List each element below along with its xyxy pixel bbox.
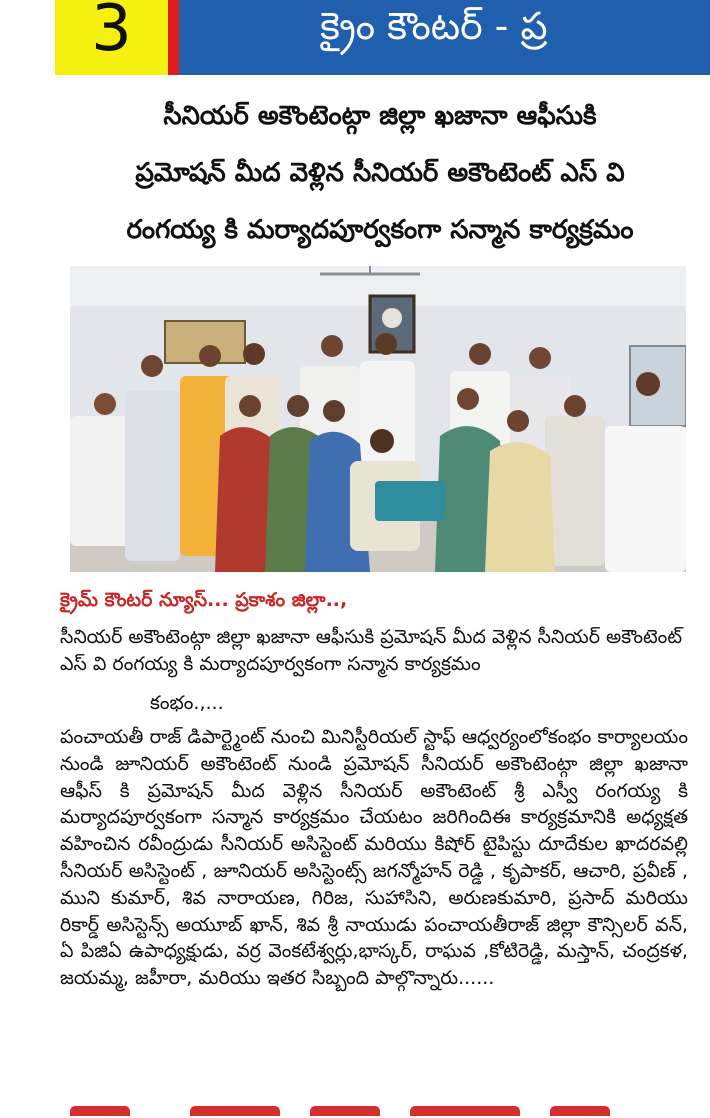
group-photo [70,266,686,572]
article-dateline: క్రైమ్ కౌంటర్ న్యూస్... ప్రకాశం జిల్లా.., [60,589,348,611]
section-title: క్రైం కౌంటర్ - ప్ర [320,4,548,48]
page-number-box [55,0,168,75]
headline-line: రంగయ్య కి మర్యాదపూర్వకంగా సన్మాన కార్యక్రమం [126,215,634,245]
page-number: 3 [91,0,132,66]
headline-line: ప్రమోషన్ మీద వెళ్లిన సీనియర్ అకౌంటెంట్ ఎస్ వి [135,158,625,188]
group-photo-illustration [70,266,686,572]
article-summary: సీనియర్ అకౌంటెంట్గా జిల్లా ఖజానా ఆఫీసుకి ప్రమోషన్ మీద వెళ్లిన సీనియర్ అకౌంటెంట్ ఎస్ వి రంగయ్య కి మర్యాదపూర్వకంగా సన్మాన కార్యక్రమం [60,626,682,675]
article-body: పంచాయతీ రాజ్ డిపార్ట్మెంట్ నుంచి మినిస్టీరియల్ స్టాఫ్ ఆధ్వర్యంలోకంభం కార్యాలయం నుండి జూనియర్ అకౌంటెంట్ నుండి ప్రమోషన్ సీనియర్ అకౌంటెంట్గా జిల్లా ఖజానా ఆఫీస్ కి ప్రమోషన్ మీద వెళ్లిన సీనియర్ అకౌంటెంట్ శ్రీ ఎస్వీ రంగయ్య కి మర్యాదపూర్వకంగా సన్మాన కార్యక్రమం చేయటం జరిగిందిఈ కార్యక్రమానికి అధ్యక్షత వహించిన రవీంద్రుడు సీనియర్ అసిస్టెంట్ మరియు కిషోర్ టైపిస్టు దూదేకుల ఖాదరవల్లి సీనియర్ అసిస్టెంట్ , జూనియర్ అసిస్టెంట్స్ జగన్మోహన్ రెడ్డి , కృపాకర్, ఆచారి, ప్రవీణ్ , ముని కుమార్, శివ నారాయణ, గిరిజ, సుహాసిని, అరుణకుమారి, ప్రసాద్ మరియు రికార్డ్ అసిస్టెన్స్ అయూబ్ ఖాన్, శివ శ్రీ నాయుడు పంచాయతీరాజ్ జిల్లా కౌన్సిలర్ వన్, ఏ పిజిఏ ఉపాధ్యక్షుడు, వర్ర వెంకటేశ్వర్లు,భాస్కర్, రాఘవ ,కోటిరెడ్డి, మస్తాన్, చంద్రకళ, జయమ్మ, జహీరా, మరియు ఇతర సిబ్బంది పాల్గొన్నారు...... [60,726,688,990]
article-place: కంభం.,... [150,692,224,714]
next-headline-fragment [70,1106,690,1118]
accent-bar [168,0,179,75]
headline [60,88,700,259]
headline-line: సీనియర్ అకౌంటెంట్గా జిల్లా ఖజానా ఆఫీసుకి [163,101,597,131]
